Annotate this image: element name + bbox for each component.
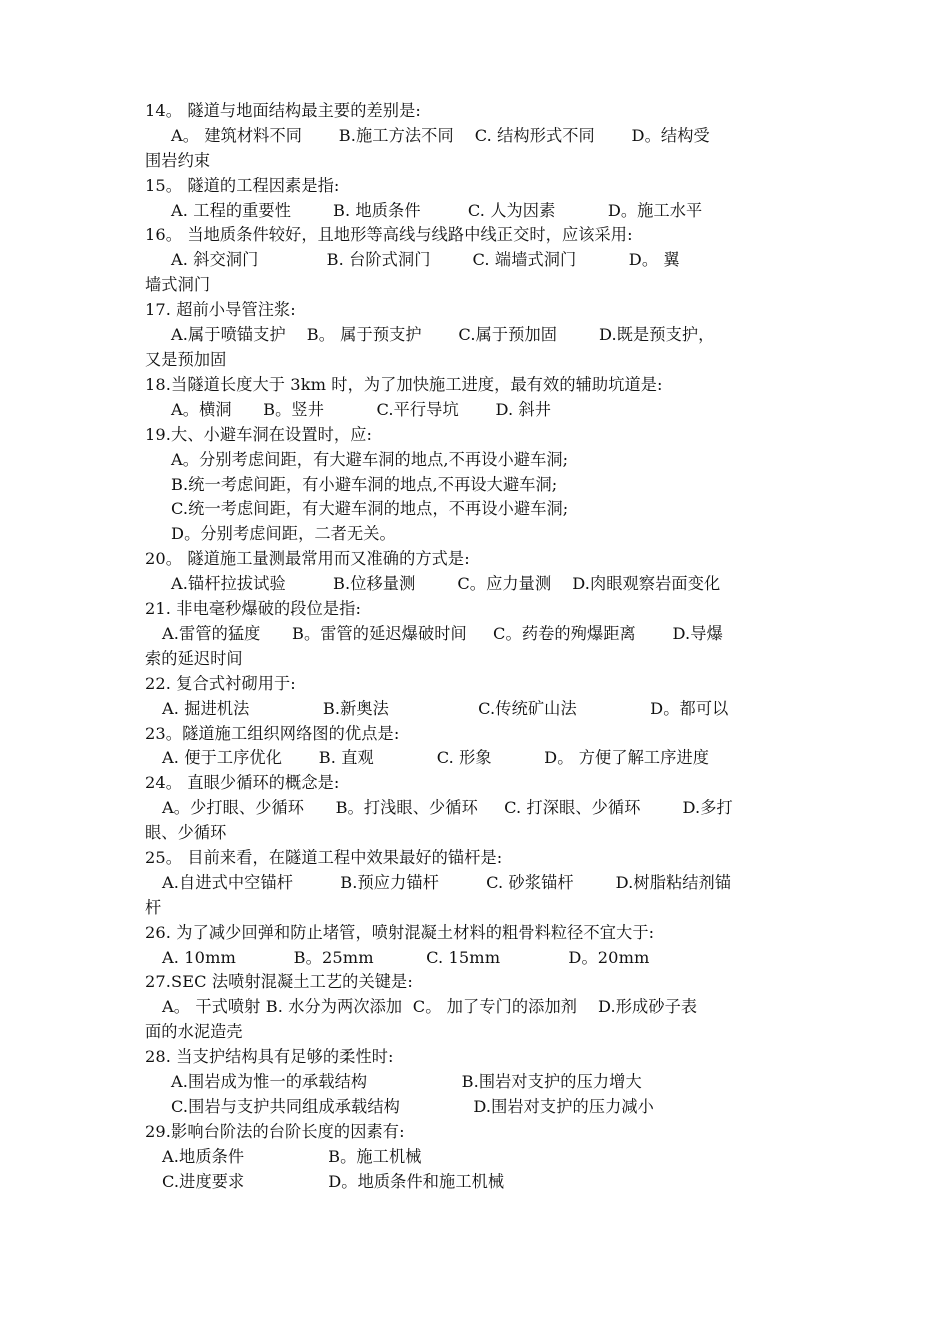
question-14-options-cont: 围岩约束 xyxy=(145,151,211,170)
question-29-options-row2: C.进度要求 D。地质条件和施工机械 xyxy=(162,1172,505,1191)
question-27-stem: 27.SEC 法喷射混凝土工艺的关键是: xyxy=(145,972,413,991)
question-25-options: A.自进式中空锚杆 B.预应力锚杆 C. 砂浆锚杆 D.树脂粘结剂锚 xyxy=(162,873,732,892)
question-24-options-cont: 眼、少循环 xyxy=(145,823,227,842)
question-29-options-row1: A.地质条件 B。施工机械 xyxy=(162,1147,422,1166)
question-20-options: A.锚杆拉拔试验 B.位移量测 C。应力量测 D.肉眼观察岩面变化 xyxy=(171,574,721,593)
question-16-stem: 16。 当地质条件较好，且地形等高线与线路中线正交时，应该采用: xyxy=(145,225,633,244)
question-21-options: A.雷管的猛度 B。雷管的延迟爆破时间 C。药卷的殉爆距离 D.导爆 xyxy=(162,624,723,643)
question-14-stem: 14。 隧道与地面结构最主要的差别是: xyxy=(145,101,421,120)
question-24-stem: 24。 直眼少循环的概念是: xyxy=(145,773,340,792)
question-29-stem: 29.影响台阶法的台阶长度的因素有: xyxy=(145,1122,405,1141)
question-16-options-cont: 墙式洞门 xyxy=(145,275,211,294)
question-27-options-cont: 面的水泥造壳 xyxy=(145,1022,243,1041)
question-19-option-a: A。分别考虑间距，有大避车洞的地点,不再设小避车洞; xyxy=(171,450,569,469)
question-19-option-c: C.统一考虑间距，有大避车洞的地点，不再设小避车洞; xyxy=(171,499,569,518)
question-22-options: A. 掘进机法 B.新奥法 C.传统矿山法 D。都可以 xyxy=(162,699,729,718)
question-15-stem: 15。 隧道的工程因素是指: xyxy=(145,176,340,195)
question-26-options: A. 10mm B。25mm C. 15mm D。20mm xyxy=(162,948,650,967)
question-21-stem: 21. 非电毫秒爆破的段位是指: xyxy=(145,599,362,618)
question-17-options-cont: 又是预加固 xyxy=(145,350,227,369)
question-20-stem: 20。 隧道施工量测最常用而又准确的方式是: xyxy=(145,549,470,568)
question-28-stem: 28. 当支护结构具有足够的柔性时: xyxy=(145,1047,394,1066)
question-18-options: A。横洞 B。竖井 C.平行导坑 D. 斜井 xyxy=(171,400,552,419)
question-24-options: A。少打眼、少循环 B。打浅眼、少循环 C. 打深眼、少循环 D.多打 xyxy=(162,798,733,817)
question-23-stem: 23。隧道施工组织网络图的优点是: xyxy=(145,724,400,743)
question-27-options: A。 干式喷射 B. 水分为两次添加 C。 加了专门的添加剂 D.形成砂子表 xyxy=(162,997,698,1016)
question-17-stem: 17. 超前小导管注浆: xyxy=(145,300,296,319)
question-26-stem: 26. 为了减少回弹和防止堵管，喷射混凝土材料的粗骨料粒径不宜大于: xyxy=(145,923,655,942)
question-14-options: A。 建筑材料不同 B.施工方法不同 C. 结构形式不同 D。结构受 xyxy=(171,126,710,145)
question-25-options-cont: 杆 xyxy=(145,898,162,917)
question-22-stem: 22. 复合式衬砌用于: xyxy=(145,674,296,693)
question-16-options: A. 斜交洞门 B. 台阶式洞门 C. 端墙式洞门 D。 翼 xyxy=(171,250,680,269)
question-19-stem: 19.大、小避车洞在设置时，应: xyxy=(145,425,373,444)
question-23-options: A. 便于工序优化 B. 直观 C. 形象 D。 方便了解工序进度 xyxy=(162,748,710,767)
question-25-stem: 25。 目前来看，在隧道工程中效果最好的锚杆是: xyxy=(145,848,503,867)
question-19-option-d: D。分别考虑间距，二者无关。 xyxy=(171,524,396,543)
question-19-option-b: B.统一考虑间距，有小避车洞的地点,不再设大避车洞; xyxy=(171,475,558,494)
question-18-stem: 18.当隧道长度大于 3km 时，为了加快施工进度，最有效的辅助坑道是: xyxy=(145,375,663,394)
question-28-options-row2: C.围岩与支护共同组成承载结构 D.围岩对支护的压力减小 xyxy=(171,1097,654,1116)
question-17-options: A.属于喷锚支护 B。 属于预支护 C.属于预加固 D.既是预支护， xyxy=(171,325,715,344)
question-28-options-row1: A.围岩成为惟一的承载结构 B.围岩对支护的压力增大 xyxy=(171,1072,642,1091)
question-21-options-cont: 索的延迟时间 xyxy=(145,649,243,668)
question-15-options: A. 工程的重要性 B. 地质条件 C. 人为因素 D。施工水平 xyxy=(171,201,703,220)
